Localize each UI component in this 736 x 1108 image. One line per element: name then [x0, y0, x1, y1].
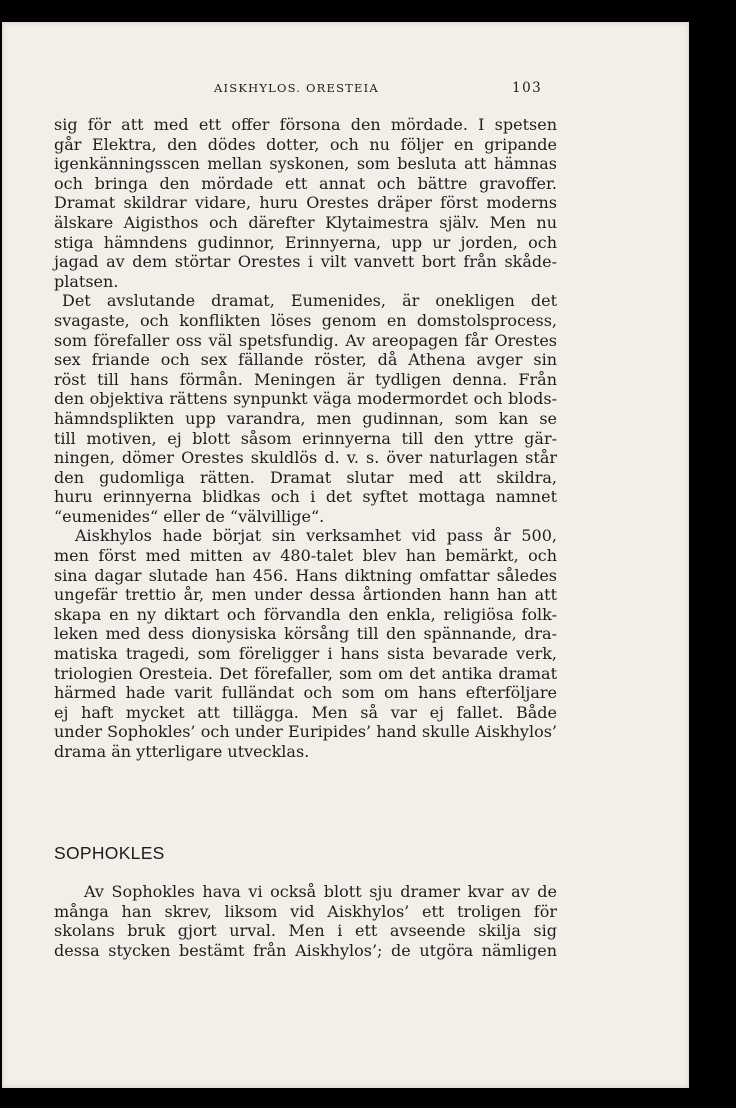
text-line: jagad av dem störtar Orestes i vilt vanvett bort från skåde-: [54, 252, 557, 272]
main-text: [54, 115, 557, 762]
text-line: röst till hans förmån. Meningen är tydligen denna. Från: [54, 369, 557, 389]
text-line: dessa stycken bestämt från Aiskhylos’; de utgöra nämligen: [54, 940, 557, 960]
text-line: platsen.: [54, 271, 119, 291]
text-line: älskare Aigisthos och därefter Klytaimestra själv. Men nu: [54, 212, 557, 232]
text-line: ningen, dömer Orestes skuldlös d. v. s. över naturlagen står: [54, 448, 557, 468]
text-line: Aiskhylos hade börjat sin verksamhet vid pass år 500,: [75, 526, 557, 546]
text-line: den gudomliga rätten. Dramat slutar med att skildra,: [54, 467, 557, 487]
text-line: Det avslutande dramat, Eumenides, är onekligen det: [62, 291, 557, 311]
text-line: många han skrev, liksom vid Aiskhylos’ ett troligen för: [54, 901, 557, 921]
text-line: under Sophokles’ och under Euripides’ hand skulle Aiskhylos’: [54, 722, 557, 742]
text-line: svagaste, och konflikten löses genom en domstolsprocess,: [54, 310, 557, 330]
text-line: sig för att med ett offer försona den mördade. I spetsen: [54, 115, 557, 134]
text-line: huru erinnyerna blidkas och i det syftet mottaga namnet: [54, 487, 557, 507]
text-line: som förefaller oss väl spetsfundig. Av areopagen får Orestes: [54, 330, 557, 350]
text-line: sex friande och sex fällande röster, då Athena avger sin: [54, 350, 557, 370]
text-line: triologien Oresteia. Det förefaller, som om det antika dramat: [54, 663, 557, 683]
text-line: skapa en ny diktart och förvandla den enkla, religiösa folk-: [54, 604, 557, 624]
text-line: till motiven, ej blott såsom erinnyerna till den yttre gär-: [54, 428, 557, 448]
text-line: går Elektra, den dödes dotter, och nu följer en gripande: [54, 134, 557, 154]
text-line: “eumenides“ eller de “välvillige“.: [54, 506, 325, 526]
text-line: härmed hade varit fulländat och som om hans efterföljare: [54, 683, 557, 703]
text-line: igenkänningsscen mellan syskonen, som besluta att hämnas: [54, 154, 557, 174]
section-heading: SOPHOKLES: [54, 843, 165, 863]
section-text: [54, 882, 557, 960]
text-line: drama än ytterligare utvecklas.: [54, 742, 310, 761]
text-line: stiga hämndens gudinnor, Erinnyerna, upp ur jorden, och: [54, 232, 557, 252]
text-line: ungefär trettio år, men under dessa årtionden hann han att: [54, 585, 557, 605]
text-line: ej haft mycket att tillägga. Men så var ej fallet. Både: [54, 702, 557, 722]
running-title: AISKHYLOS. ORESTEIA: [214, 81, 379, 95]
text-line: Dramat skildrar vidare, huru Orestes dräper först moderns: [54, 193, 557, 213]
text-line: sina dagar slutade han 456. Hans diktning omfattar således: [54, 565, 557, 585]
text-line: Av Sophokles hava vi också blott sju dramer kvar av de: [84, 882, 557, 901]
text-line: och bringa den mördade ett annat och bättre gravoffer.: [54, 173, 557, 193]
text-line: men först med mitten av 480-talet blev han bemärkt, och: [54, 546, 557, 566]
page-number: 103: [512, 80, 543, 96]
text-line: matiska tragedi, som föreligger i hans sista bevarade verk,: [54, 644, 557, 664]
text-line: hämndsplikten upp varandra, men gudinnan, som kan se: [54, 408, 557, 428]
text-line: leken med dess dionysiska körsång till den spännande, dra-: [54, 624, 557, 644]
text-line: skolans bruk gjort urval. Men i ett avseende skilja sig: [54, 921, 557, 941]
running-header: [0, 81, 736, 101]
text-line: den objektiva rättens synpunkt väga modermordet och blods-: [54, 389, 557, 409]
